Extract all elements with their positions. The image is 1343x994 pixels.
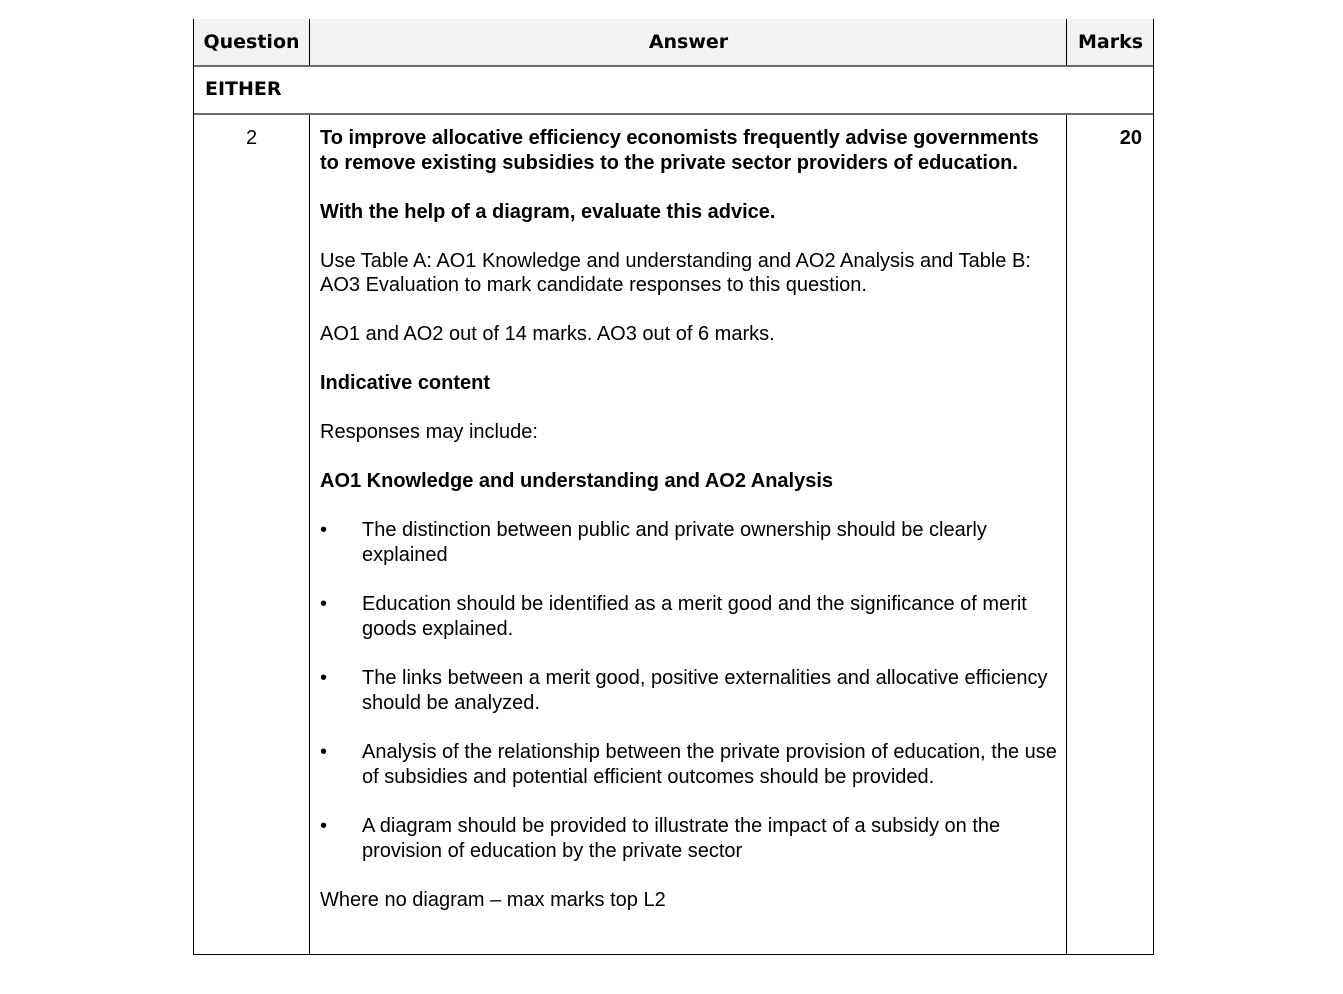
responses-intro: Responses may include: (320, 421, 538, 443)
header-marks: Marks (1066, 19, 1154, 65)
answer-cell (320, 126, 1060, 937)
bullet-icon: • (320, 815, 328, 837)
header-answer: Answer (309, 19, 1067, 65)
list-item (320, 592, 1060, 641)
header-question: Question (203, 31, 300, 53)
bullet-icon: • (320, 741, 328, 763)
mark-scheme-table (193, 19, 1154, 955)
usage-note: Use Table A: AO1 Knowledge and understanding and AO2 Analysis and Table B: AO3 Evaluation to mark candidate responses to this question. (320, 249, 1031, 296)
bullet-text: The links between a merit good, positive externalities and allocative efficiency should be analyzed. (362, 667, 1048, 714)
column-divider (309, 115, 310, 954)
indicative-heading: Indicative content (320, 372, 491, 394)
question-prompt: To improve allocative efficiency economists frequently advise governments to remove existing subsidies to the private sector providers of education. (320, 127, 1039, 174)
question-number: 2 (245, 127, 258, 149)
column-divider (1066, 115, 1067, 954)
section-row (194, 67, 1153, 115)
bullet-text: Education should be identified as a merit good and the significance of merit goods explained. (362, 593, 1027, 640)
ao-heading: AO1 Knowledge and understanding and AO2 Analysis (320, 470, 834, 492)
footer-note: Where no diagram – max marks top L2 (320, 889, 666, 911)
table-header-row (194, 19, 1153, 67)
list-item (320, 740, 1060, 789)
marks-value: 20 (1119, 127, 1142, 149)
bullet-text: The distinction between public and private ownership should be clearly explained (362, 519, 987, 566)
list-item (320, 666, 1060, 715)
list-item (320, 814, 1060, 863)
bullet-icon: • (320, 667, 328, 689)
table-row (194, 115, 1153, 954)
bullet-icon: • (320, 519, 328, 541)
bullet-text: Analysis of the relationship between the private provision of education, the use of subsidies and potential efficient outcomes should be provided. (362, 741, 1057, 788)
question-instruction: With the help of a diagram, evaluate this advice. (320, 200, 776, 223)
section-label: EITHER (205, 78, 282, 100)
bullet-text: A diagram should be provided to illustrate the impact of a subsidy on the provision of education by the private sector (362, 815, 1001, 862)
bullet-icon: • (320, 593, 328, 615)
list-item (320, 518, 1060, 567)
marks-split: AO1 and AO2 out of 14 marks. AO3 out of 6 marks. (320, 323, 775, 345)
